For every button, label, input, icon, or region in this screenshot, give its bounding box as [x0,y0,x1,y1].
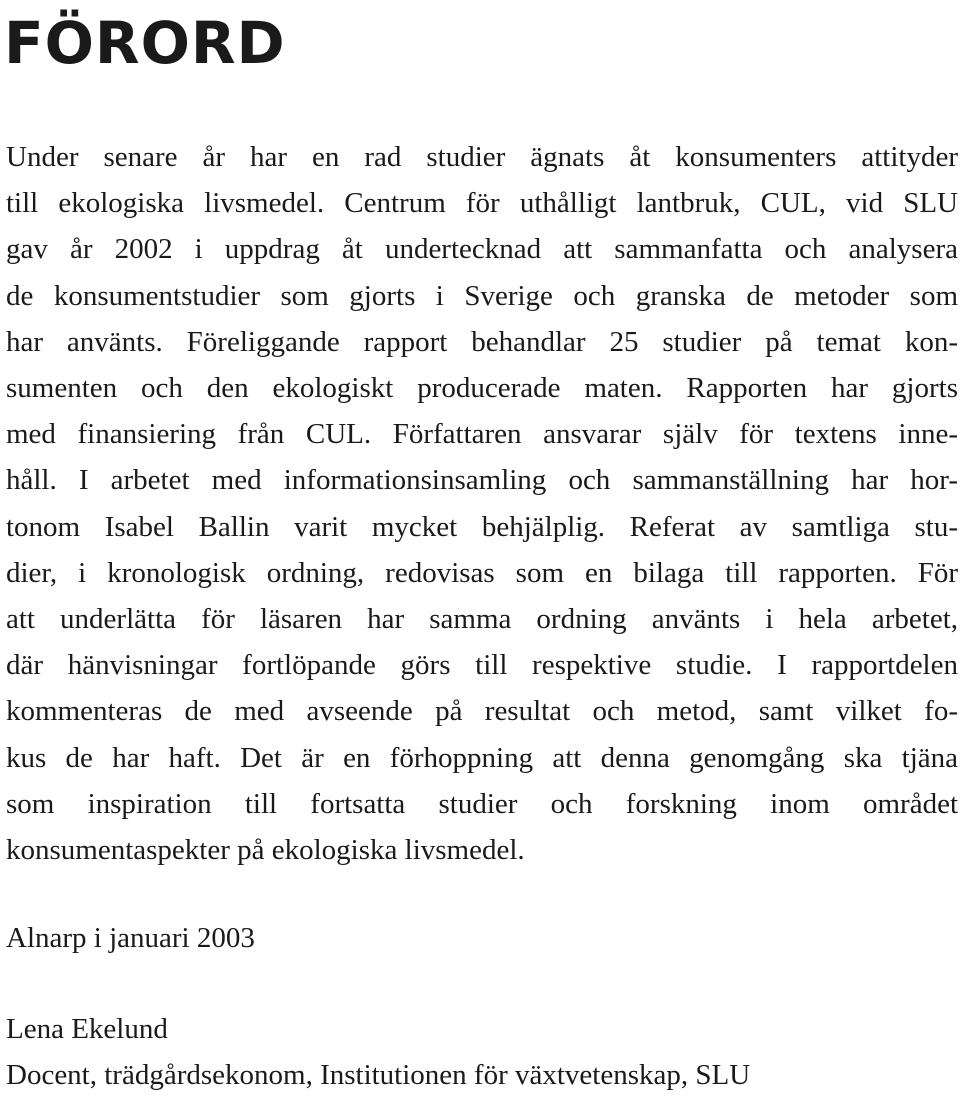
paragraph-line: kommenteras de med avseende på resultat och metod, samt vilket fo- [6,695,958,728]
paragraph-line: Under senare år har en rad studier ägnats åt konsumenters attityder [6,141,958,173]
foreword-paragraph [6,134,958,873]
paragraph-line: gav år 2002 i uppdrag åt undertecknad att sammanfatta och analysera [6,233,958,266]
paragraph-line: med finansiering från CUL. Författaren ansvarar själv för textens inne- [6,418,958,451]
paragraph-line: konsumentaspekter på ekologiska livsmedel. [6,834,525,867]
paragraph-line: där hänvisningar fortlöpande görs till respektive studie. I rapportdelen [6,649,958,682]
author-name: Lena Ekelund [6,1013,168,1045]
author-title: Docent, trädgårdsekonom, Institutionen för växtvetenskap, SLU [6,1059,751,1091]
page-title: FÖRORD [4,9,286,77]
paragraph-line: till ekologiska livsmedel. Centrum för uthålligt lantbruk, CUL, vid SLU [6,187,958,220]
paragraph-line: dier, i kronologisk ordning, redovisas som en bilaga till rapporten. För [6,556,958,589]
paragraph-line: kus de har haft. Det är en förhoppning att denna genomgång ska tjäna [6,741,958,774]
paragraph-line: de konsumentstudier som gjorts i Sverige och granska de metoder som [6,279,958,312]
paragraph-line: som inspiration till fortsatta studier och forskning inom området [6,787,958,820]
paragraph-line: har använts. Föreliggande rapport behandlar 25 studier på temat kon- [6,325,958,358]
paragraph-line: tonom Isabel Ballin varit mycket behjälplig. Referat av samtliga stu- [6,510,958,543]
paragraph-line: att underlätta för läsaren har samma ordning använts i hela arbetet, [6,603,958,636]
place-and-date: Alnarp i januari 2003 [6,922,255,954]
paragraph-line: sumenten och den ekologiskt producerade maten. Rapporten har gjorts [6,372,958,405]
paragraph-line: håll. I arbetet med informationsinsamling och sammanställning har hor- [6,464,958,497]
